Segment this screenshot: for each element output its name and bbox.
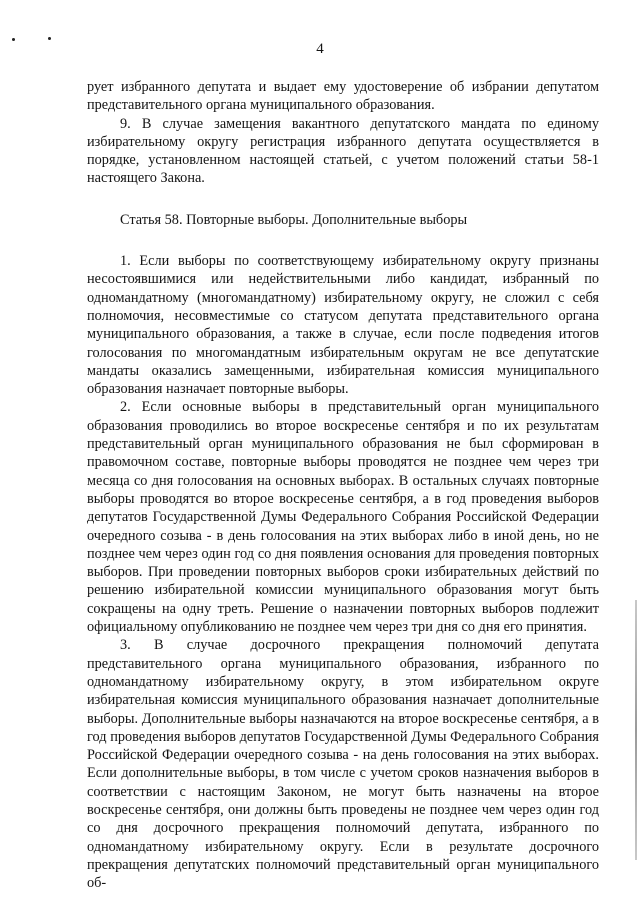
paragraph-1: 1. Если выборы по соответствующему избирательному округу признаны несостоявшимися или недействительными либо кандидат, избранный по одномандатному (многомандатному) избирательному округу, не сложил с себя полномочия, несовместимые со статусом депутата представительного органа муниципального образования, а также в случае, если после подведения итогов голосования по многомандатным избирательным округам не все депутатские мандаты оказались замещенными, избирательная комиссия муниципального образования назначает повторные выборы. xyxy=(87,253,599,398)
paragraph-2: 2. Если основные выборы в представительный орган муниципального образования проводились во второе воскресенье сентября и по их результатам представительный орган муниципального образования не был сформирован в правомочном составе, повторные выборы проводятся не позднее чем через три месяца со дня голосования на основных выборах. В остальных случаях повторные выборы проводятся во второе воскресенье сентября, а в год проведения выборов депутатов Государственной Думы Федерального Собрания Российской Федерации очередного созыва - в день голосования на этих выборах либо в иной день, но не позднее чем через один год со дня появления основания для проведения повторных выборов. При проведении повторных выборов сроки избирательных действий по решению избирательной комиссии муниципального образования могут быть сокращены на одну треть. Решение о назначении повторных выборов подлежит официальному опубликованию не позднее чем через три дня со дня его принятия. xyxy=(87,399,599,636)
paragraph-9: 9. В случае замещения вакантного депутатского мандата по единому избирательному округу регистрация избранного депутата осуществляется в порядке, установленном настоящей статьей, с учетом положений статьи 58-1 настоящего Закона. xyxy=(87,115,599,187)
article-title: Статья 58. Повторные выборы. Дополнительные выборы xyxy=(120,211,468,228)
scan-edge-shadow xyxy=(635,600,637,860)
paragraph-continuation: рует избранного депутата и выдает ему удостоверение об избрании депутатом представительного органа муниципального образования. xyxy=(87,79,599,114)
page-number: 4 xyxy=(316,41,324,57)
document-body xyxy=(87,78,599,892)
paragraph-3: 3. В случае досрочного прекращения полномочий депутата представительного органа муниципального образования, избранного по одномандатному избирательному округу, в этом избирательном округе избирательная комиссия муниципального образования назначает дополнительные выборы. Дополнительные выборы назначаются на второе воскресенье сентября, а в год проведения выборов депутатов Государственной Думы Федерального Собрания Российской Федерации очередного созыва - на день голосования на этих выборах. Если дополнительные выборы, в том числе с учетом сроков назначения выборов в соответствии с настоящим Законом, не могут быть назначены на второе воскресенье сентября, они должны быть проведены не позднее чем через один год со дня досрочного прекращения полномочий депутата, избранного по одномандатному избирательному округу. Если в результате досрочного прекращения депутатских полномочий представительный орган муниципального об- xyxy=(87,637,599,892)
